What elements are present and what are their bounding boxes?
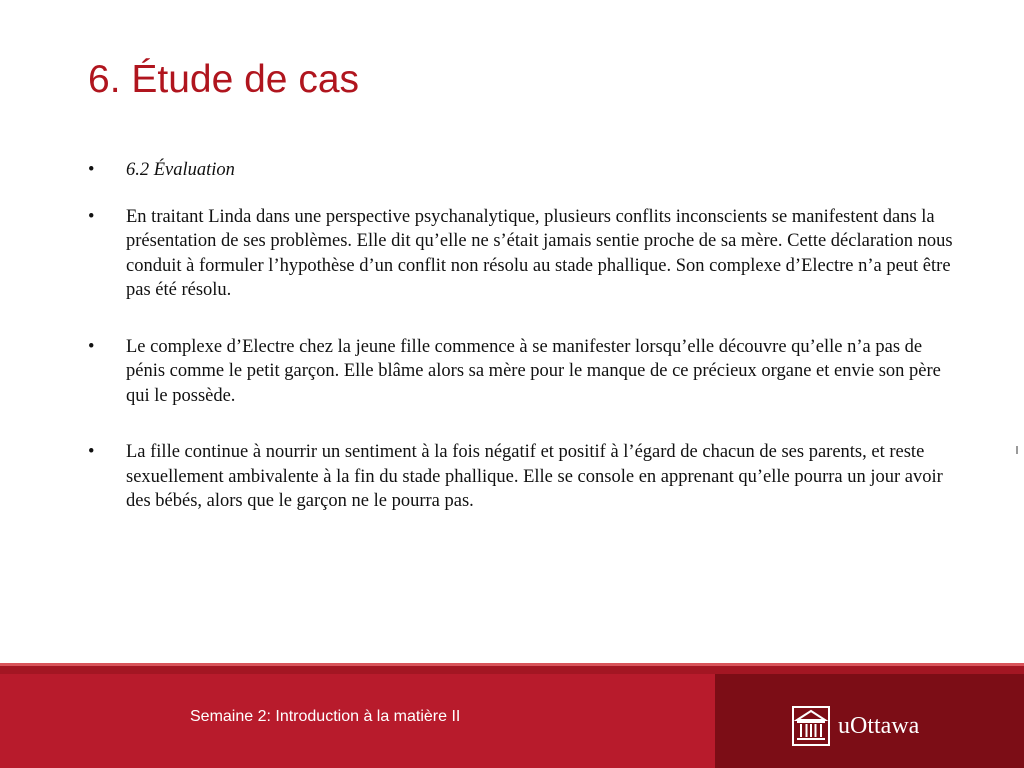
list-item (84, 440, 954, 514)
footer-course-title: Semaine 2: Introduction à la matière II (190, 708, 461, 725)
list-item (84, 158, 954, 183)
bullet-marker: • (88, 160, 95, 180)
list-item (84, 205, 954, 303)
page-title: 6. Étude de cas (88, 58, 360, 101)
bullet-marker: • (88, 336, 95, 357)
footer-bar (0, 666, 1024, 768)
logo-text: uOttawa (838, 712, 920, 739)
university-building-icon (792, 706, 830, 746)
uottawa-logo (792, 706, 919, 746)
slide-content (84, 158, 954, 514)
bullet-text: Le complexe d’Electre chez la jeune fille commence à se manifester lorsqu’elle découvre qu’elle n’a pas de pénis comme le petit garçon. Elle blâme alors sa mère pour le manque de ce précieux organe et envie son père qui le possède. (126, 336, 941, 406)
bullet-text: En traitant Linda dans une perspective psychanalytique, plusieurs conflits inconscients se manifestent dans la présentation de ses problèmes. Elle dit qu’elle ne s’était jamais sentie proche de sa mère. Cette déclaration nous conduit à formuler l’hypothèse d’un conflit non résolu au stade phallique. Son complexe d’Electre n’a peut être pas été résolu. (126, 206, 953, 300)
list-item (84, 335, 954, 409)
edge-mark (1016, 446, 1018, 454)
bullet-text: La fille continue à nourrir un sentiment à la fois négatif et positif à l’égard de chacun de ses parents, et reste sexuellement ambivalente à la fin du stade phallique. Elle se console en apprenant qu’elle pourra un jour avoir des bébés, alors que le garçon ne le pourra pas. (126, 442, 943, 511)
bullet-marker: • (88, 206, 95, 227)
bullet-marker: • (88, 442, 95, 462)
section-subtitle: 6.2 Évaluation (126, 160, 235, 180)
